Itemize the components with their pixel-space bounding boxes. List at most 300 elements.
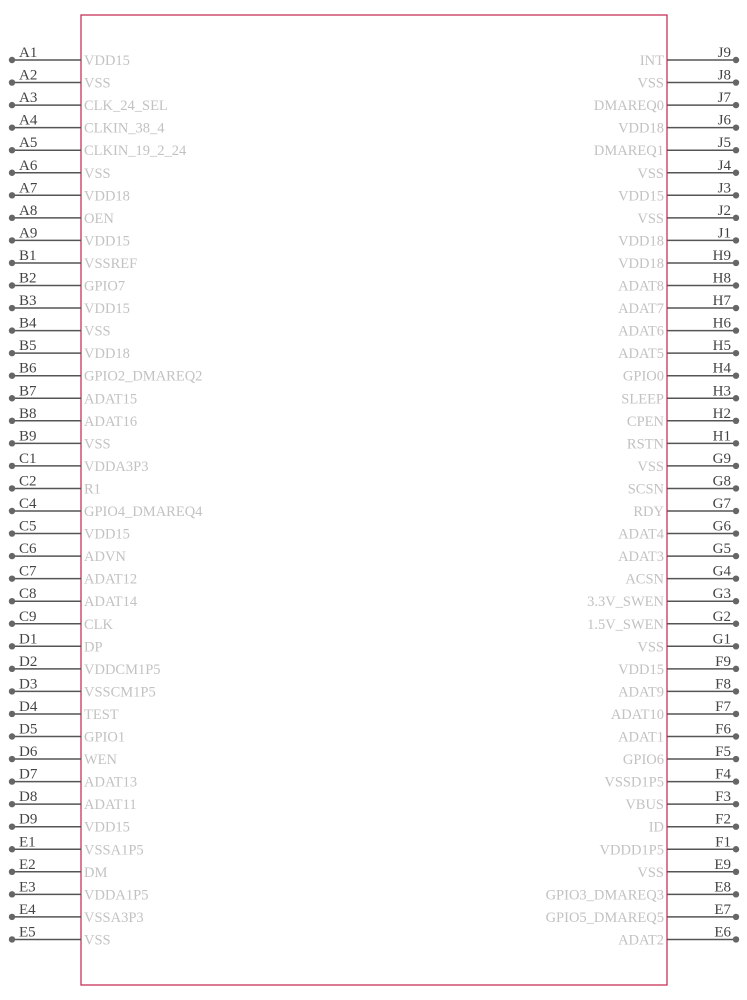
pin-number: E9 xyxy=(714,856,731,873)
pin-name: 3.3V_SWEN xyxy=(587,594,664,611)
pin-end-dot xyxy=(9,350,15,356)
pin-end-dot xyxy=(9,327,15,333)
right-pin xyxy=(618,676,739,700)
right-pin xyxy=(618,654,739,678)
pin-name: ADAT11 xyxy=(84,797,137,814)
left-pin-column xyxy=(9,45,203,948)
pin-end-dot xyxy=(733,575,739,581)
right-pin xyxy=(627,428,739,452)
pin-number: D6 xyxy=(19,744,38,761)
pin-end-dot xyxy=(733,260,739,266)
pin-number: B9 xyxy=(19,428,37,445)
pin-end-dot xyxy=(733,418,739,424)
pin-number: C8 xyxy=(19,586,37,603)
pin-name: VSS xyxy=(637,75,664,92)
pin-number: B5 xyxy=(19,338,37,355)
pin-number: J3 xyxy=(717,180,731,197)
pin-name: VSSA3P3 xyxy=(84,909,144,926)
pin-number: G2 xyxy=(712,608,731,625)
pin-name: VDD18 xyxy=(618,255,664,272)
pin-name: DP xyxy=(84,639,103,656)
pin-end-dot xyxy=(733,124,739,130)
pin-name: ADAT1 xyxy=(618,729,664,746)
pin-name: VSS xyxy=(84,75,111,92)
pin-end-dot xyxy=(733,553,739,559)
pin-name: ADAT3 xyxy=(618,549,664,566)
pin-number: C6 xyxy=(19,541,37,558)
pin-number: C4 xyxy=(19,496,37,512)
pin-end-dot xyxy=(9,237,15,243)
left-pin xyxy=(9,789,137,813)
left-pin xyxy=(9,113,166,137)
pin-number: J5 xyxy=(717,135,731,152)
pin-number: D2 xyxy=(19,653,38,670)
pin-number: G3 xyxy=(712,586,731,603)
pin-end-dot xyxy=(9,305,15,311)
pin-number: B4 xyxy=(19,315,37,332)
pin-end-dot xyxy=(733,282,739,288)
pin-name: VDD15 xyxy=(84,301,130,318)
pin-number: J1 xyxy=(717,225,731,242)
left-pin xyxy=(9,541,127,565)
right-pin xyxy=(618,316,739,340)
pin-number: C9 xyxy=(19,608,37,625)
left-pin xyxy=(9,316,111,340)
pin-name: ADAT13 xyxy=(84,774,138,791)
pin-name: ADVN xyxy=(84,549,126,566)
pin-end-dot xyxy=(733,440,739,446)
pin-end-dot xyxy=(9,575,15,581)
pin-name: DMAREQ1 xyxy=(593,143,664,160)
pin-end-dot xyxy=(9,508,15,514)
pin-end-dot xyxy=(9,418,15,424)
pin-number: F7 xyxy=(715,698,731,715)
pin-number: F3 xyxy=(715,789,731,806)
pin-number: C2 xyxy=(19,473,37,490)
pin-end-dot xyxy=(9,824,15,830)
right-pin xyxy=(640,45,739,69)
pin-number: H9 xyxy=(712,247,731,264)
left-pin xyxy=(9,45,130,69)
pin-end-dot xyxy=(733,846,739,852)
right-pin xyxy=(604,767,739,791)
pin-end-dot xyxy=(733,711,739,717)
pin-number: F2 xyxy=(715,811,731,828)
pin-end-dot xyxy=(733,395,739,401)
left-pin xyxy=(9,496,203,520)
pin-number: E8 xyxy=(714,879,731,896)
pin-number: G6 xyxy=(712,518,731,535)
left-pin xyxy=(9,271,125,295)
left-pin xyxy=(9,158,111,182)
pin-name: ADAT10 xyxy=(610,706,664,723)
left-pin xyxy=(9,834,144,858)
pin-end-dot xyxy=(733,530,739,536)
pin-number: A3 xyxy=(19,90,38,107)
pin-number: J9 xyxy=(717,45,731,61)
right-pin xyxy=(637,158,739,182)
pin-end-dot xyxy=(9,373,15,379)
pin-end-dot xyxy=(9,215,15,221)
right-pin xyxy=(637,857,739,881)
ic-body-outline xyxy=(81,15,667,985)
pin-number: B6 xyxy=(19,360,37,377)
pin-number: G5 xyxy=(712,541,731,558)
pin-name: ID xyxy=(648,819,664,836)
right-pin xyxy=(625,789,739,813)
pin-number: B1 xyxy=(19,247,37,264)
pin-name: VDD15 xyxy=(618,188,664,205)
pin-end-dot xyxy=(9,801,15,807)
pin-number: J7 xyxy=(717,90,731,107)
pin-name: VSSREF xyxy=(84,255,138,272)
pin-number: F8 xyxy=(715,676,731,693)
pin-name: VSSA1P5 xyxy=(84,842,144,859)
pin-end-dot xyxy=(733,801,739,807)
pin-end-dot xyxy=(733,327,739,333)
pin-end-dot xyxy=(733,869,739,875)
left-pin xyxy=(9,451,149,475)
pin-end-dot xyxy=(733,778,739,784)
pin-end-dot xyxy=(733,57,739,63)
pin-name: ADAT5 xyxy=(618,346,664,363)
left-pin xyxy=(9,767,137,791)
left-pin xyxy=(9,90,168,114)
pin-number: H1 xyxy=(712,428,731,445)
pin-end-dot xyxy=(733,598,739,604)
pin-number: H3 xyxy=(712,383,731,400)
pin-number: D8 xyxy=(19,789,38,806)
right-pin xyxy=(637,68,739,92)
pin-end-dot xyxy=(9,756,15,762)
right-pin xyxy=(621,383,739,407)
right-pin xyxy=(628,473,739,497)
pin-name: TEST xyxy=(84,706,119,723)
right-pin xyxy=(618,248,739,272)
pin-name: VDD18 xyxy=(618,233,664,250)
pin-number: C5 xyxy=(19,518,37,535)
pin-end-dot xyxy=(9,598,15,604)
pin-name: VSS xyxy=(637,210,664,227)
pin-name: VDDCM1P5 xyxy=(84,661,161,678)
pin-name: VSS xyxy=(637,458,664,475)
right-pin xyxy=(618,722,739,746)
pin-name: GPIO3_DMAREQ3 xyxy=(545,887,664,904)
pin-number: J6 xyxy=(717,112,731,129)
pin-number: E5 xyxy=(19,924,36,941)
pin-name: VDD15 xyxy=(84,233,130,250)
left-pin xyxy=(9,586,138,610)
left-pin xyxy=(9,293,130,317)
pin-number: H8 xyxy=(712,270,731,287)
pin-end-dot xyxy=(733,170,739,176)
pin-number: G4 xyxy=(712,563,731,580)
pin-name: GPIO0 xyxy=(622,368,664,385)
left-pin xyxy=(9,631,103,655)
pin-end-dot xyxy=(9,282,15,288)
right-pin xyxy=(627,406,739,430)
pin-number: B3 xyxy=(19,293,37,310)
pin-name: ADAT16 xyxy=(84,413,138,430)
left-pin xyxy=(9,879,149,903)
pin-number: E7 xyxy=(714,901,731,918)
pin-number: G1 xyxy=(712,631,731,648)
pin-name: 1.5V_SWEN xyxy=(587,616,664,633)
pin-number: A8 xyxy=(19,202,38,219)
pin-name: INT xyxy=(639,53,664,69)
pin-name: SCSN xyxy=(627,481,664,498)
pin-name: VSS xyxy=(637,165,664,182)
pin-number: A1 xyxy=(19,45,38,61)
pin-number: F1 xyxy=(715,834,731,851)
left-pin xyxy=(9,406,137,430)
pin-number: G8 xyxy=(712,473,731,490)
left-pin xyxy=(9,361,203,385)
pin-name: VDDA1P5 xyxy=(84,887,149,904)
pin-end-dot xyxy=(9,124,15,130)
pin-name: ADAT9 xyxy=(618,684,664,701)
pin-end-dot xyxy=(9,621,15,627)
pin-name: VSS xyxy=(637,864,664,881)
right-pin xyxy=(618,924,739,948)
pin-number: D4 xyxy=(19,698,38,715)
pin-number: F9 xyxy=(715,653,731,670)
left-pin xyxy=(9,699,119,723)
pin-number: A2 xyxy=(19,67,38,84)
pin-end-dot xyxy=(9,688,15,694)
pin-end-dot xyxy=(9,530,15,536)
left-pin xyxy=(9,338,130,362)
pin-end-dot xyxy=(733,508,739,514)
pin-end-dot xyxy=(733,936,739,942)
pin-end-dot xyxy=(733,643,739,649)
pin-number: H4 xyxy=(712,360,731,377)
pin-name: VDD15 xyxy=(618,661,664,678)
pin-end-dot xyxy=(733,102,739,108)
right-pin xyxy=(625,564,739,588)
pin-number: G9 xyxy=(712,450,731,467)
pin-number: J2 xyxy=(717,202,731,219)
left-pin xyxy=(9,654,161,678)
pin-name: CLKIN_19_2_24 xyxy=(84,143,187,160)
right-pin xyxy=(546,902,740,926)
pin-end-dot xyxy=(9,869,15,875)
pin-number: D3 xyxy=(19,676,38,693)
pin-end-dot xyxy=(9,666,15,672)
pin-name: CLK xyxy=(84,616,113,633)
pin-number: B7 xyxy=(19,383,37,400)
right-pin xyxy=(611,699,739,723)
pin-name: GPIO4_DMAREQ4 xyxy=(84,504,203,520)
pin-number: E2 xyxy=(19,856,36,873)
pin-number: A4 xyxy=(19,112,38,129)
pin-end-dot xyxy=(9,711,15,717)
right-pin xyxy=(618,338,739,362)
pin-number: A6 xyxy=(19,157,38,174)
pin-number: G7 xyxy=(712,496,731,512)
pin-end-dot xyxy=(9,891,15,897)
pin-name: GPIO1 xyxy=(84,729,126,746)
pin-end-dot xyxy=(733,485,739,491)
pin-name: VSS xyxy=(84,165,111,182)
pin-end-dot xyxy=(9,147,15,153)
right-pin xyxy=(618,519,739,543)
pin-end-dot xyxy=(733,666,739,672)
left-pin xyxy=(9,722,125,746)
pin-end-dot xyxy=(733,463,739,469)
pin-name: CPEN xyxy=(626,413,664,430)
pin-end-dot xyxy=(9,192,15,198)
pin-name: ADAT8 xyxy=(618,278,664,295)
pin-end-dot xyxy=(733,373,739,379)
pin-name: ADAT4 xyxy=(618,526,664,543)
pin-end-dot xyxy=(733,733,739,739)
pin-number: J4 xyxy=(717,157,731,174)
pin-end-dot xyxy=(9,553,15,559)
pin-number: E6 xyxy=(714,924,731,941)
right-pin xyxy=(637,203,739,227)
right-pin xyxy=(637,451,739,475)
pin-end-dot xyxy=(733,756,739,762)
pin-number: D5 xyxy=(19,721,38,738)
pin-name: DMAREQ0 xyxy=(593,98,664,115)
pin-name: ADAT14 xyxy=(84,594,138,611)
pin-name: VDDA3P3 xyxy=(84,458,149,475)
left-pin xyxy=(9,225,130,249)
right-pin xyxy=(623,361,739,385)
pin-number: E3 xyxy=(19,879,36,896)
pin-name: RDY xyxy=(633,504,664,520)
left-pin xyxy=(9,676,156,700)
pin-name: VDD15 xyxy=(84,53,130,69)
pin-name: VDD18 xyxy=(618,120,664,137)
right-pin xyxy=(587,586,739,610)
right-pin xyxy=(618,180,739,204)
right-pin xyxy=(546,879,740,903)
pin-name: VSS xyxy=(84,323,111,340)
pin-number: D7 xyxy=(19,766,38,783)
left-pin xyxy=(9,473,101,497)
pin-name: CLKIN_38_4 xyxy=(84,120,165,137)
pin-number: A7 xyxy=(19,180,38,197)
pin-name: R1 xyxy=(84,481,101,498)
pin-number: A9 xyxy=(19,225,38,242)
pin-number: C1 xyxy=(19,450,37,467)
pin-name: SLEEP xyxy=(621,391,664,408)
left-pin xyxy=(9,902,144,926)
pin-number: E1 xyxy=(19,834,36,851)
pin-name: GPIO2_DMAREQ2 xyxy=(84,368,203,385)
pin-number: J8 xyxy=(717,67,731,84)
left-pin xyxy=(9,519,130,543)
left-pin xyxy=(9,180,130,204)
pin-name: VDD18 xyxy=(84,188,130,205)
pin-name: ADAT12 xyxy=(84,571,138,588)
pin-end-dot xyxy=(9,440,15,446)
pin-number: A5 xyxy=(19,135,38,152)
pin-name: VSSD1P5 xyxy=(604,774,664,791)
pin-name: ACSN xyxy=(625,571,664,588)
right-pin xyxy=(618,293,739,317)
left-pin xyxy=(9,812,130,836)
left-pin xyxy=(9,203,115,227)
right-pin xyxy=(633,496,739,520)
pin-number: H6 xyxy=(712,315,731,332)
pin-name: GPIO7 xyxy=(84,278,126,295)
pin-end-dot xyxy=(9,936,15,942)
right-pin-column xyxy=(546,45,740,948)
pin-name: ADAT15 xyxy=(84,391,138,408)
right-pin xyxy=(587,609,739,633)
pin-name: DM xyxy=(84,864,108,881)
pin-name: VSS xyxy=(84,436,111,453)
pin-name: RSTN xyxy=(626,436,664,453)
pin-number: F6 xyxy=(715,721,731,738)
pin-number: H7 xyxy=(712,293,731,310)
pin-name: VSS xyxy=(84,932,111,949)
pin-number: D1 xyxy=(19,631,38,648)
pin-number: B8 xyxy=(19,405,37,422)
left-pin xyxy=(9,135,187,159)
pin-end-dot xyxy=(9,395,15,401)
pin-name: ADAT6 xyxy=(618,323,664,340)
pin-name: CLK_24_SEL xyxy=(84,98,168,115)
pin-number: F5 xyxy=(715,744,731,761)
pin-end-dot xyxy=(9,485,15,491)
pin-end-dot xyxy=(9,102,15,108)
pin-number: H2 xyxy=(712,405,731,422)
pin-name: GPIO6 xyxy=(622,752,664,769)
right-pin xyxy=(649,812,740,836)
pin-number: F4 xyxy=(715,766,731,783)
pin-end-dot xyxy=(733,891,739,897)
pin-number: D9 xyxy=(19,811,38,828)
pin-name: VDDD1P5 xyxy=(599,842,664,859)
pin-end-dot xyxy=(733,824,739,830)
pin-end-dot xyxy=(733,192,739,198)
pin-end-dot xyxy=(9,778,15,784)
pin-name: OEN xyxy=(84,210,114,227)
pin-end-dot xyxy=(9,643,15,649)
pin-name: ADAT2 xyxy=(618,932,664,949)
right-pin xyxy=(618,541,739,565)
pin-name: VDD18 xyxy=(84,346,130,363)
right-pin xyxy=(618,225,739,249)
left-pin xyxy=(9,428,111,452)
pin-end-dot xyxy=(733,237,739,243)
pin-end-dot xyxy=(733,914,739,920)
right-pin xyxy=(618,271,739,295)
pin-end-dot xyxy=(9,170,15,176)
pin-name: VDD15 xyxy=(84,819,130,836)
pin-end-dot xyxy=(9,260,15,266)
right-pin xyxy=(623,744,739,768)
pin-name: GPIO5_DMAREQ5 xyxy=(545,909,664,926)
left-pin xyxy=(9,383,137,407)
left-pin xyxy=(9,248,137,272)
right-pin xyxy=(637,631,739,655)
left-pin xyxy=(9,924,111,948)
pin-number: E4 xyxy=(19,901,36,918)
pin-end-dot xyxy=(9,914,15,920)
pin-end-dot xyxy=(733,79,739,85)
pin-name: VSS xyxy=(637,639,664,656)
left-pin xyxy=(9,744,118,768)
pin-name: ADAT7 xyxy=(618,301,664,318)
pin-end-dot xyxy=(733,621,739,627)
pin-end-dot xyxy=(733,350,739,356)
pin-end-dot xyxy=(9,733,15,739)
